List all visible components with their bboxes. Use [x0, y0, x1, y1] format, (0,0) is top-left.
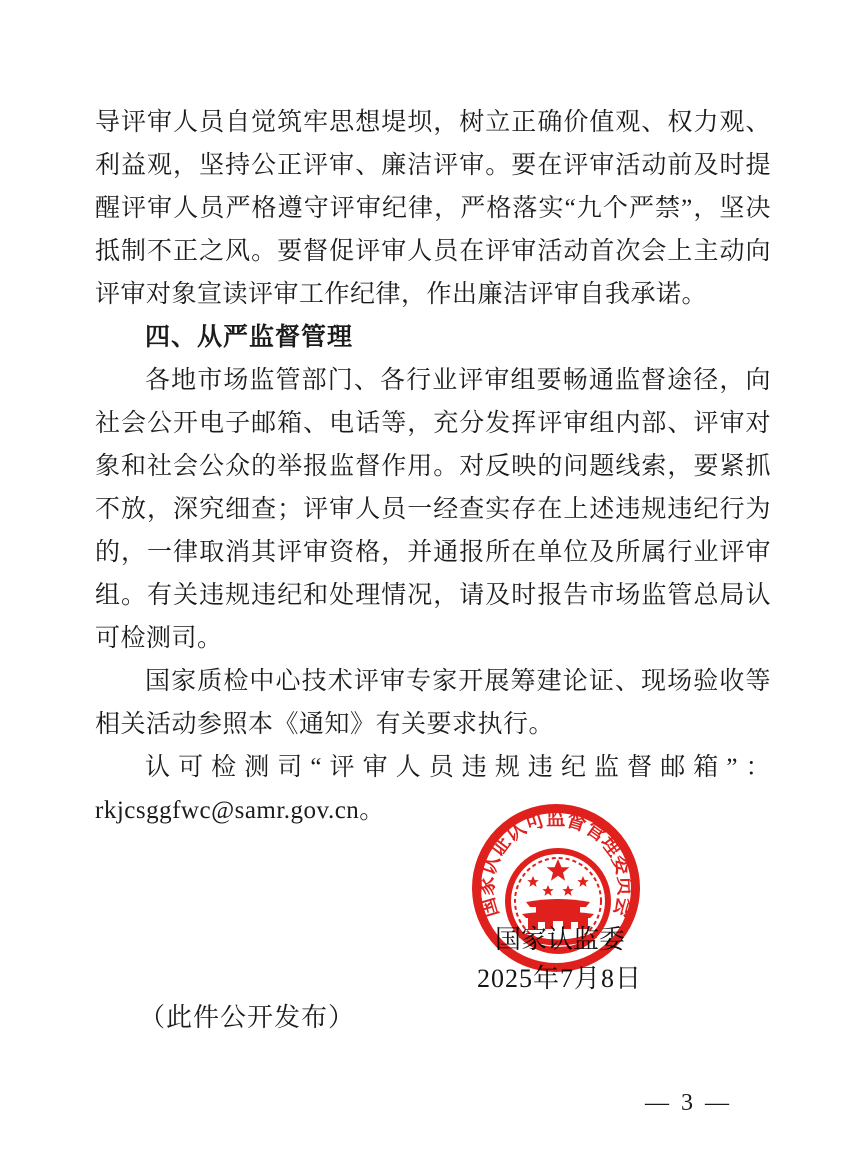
- colophon-note: （此件公开发布）: [139, 1003, 356, 1032]
- big-star-icon: [547, 859, 570, 881]
- small-star-icon: [577, 876, 588, 887]
- seal-date: 2025年7月8日: [477, 964, 643, 993]
- mailbox-label: 认可检测司“评审人员违规违纪监督邮箱”：: [145, 754, 771, 781]
- section-heading: 四、从严监督管理: [145, 323, 354, 351]
- paragraph-supervision: 各地市场监管部门、各行业评审组要畅通监督途径，向社会公开电子邮箱、电话等，充分发挥评审组内部、评审对象和社会公众的举报监督作用。对反映的问题线索，要紧抓不放，深究细查；评审人员一经查实存在上述违规违纪行为的，一律取消其评审资格，并通报所在单位及所属行业评审组。有关违规违纪和处理情况，请及时报告市场监管总局认可检测司。: [95, 367, 771, 652]
- document-body: [95, 101, 771, 832]
- small-star-icon: [542, 885, 553, 896]
- seal-overlay-text: 国家认监委: [495, 925, 626, 954]
- paragraph-mailbox: [95, 746, 771, 832]
- small-star-icon: [527, 876, 538, 887]
- paragraph-reference: 国家质检中心技术评审专家开展筹建论证、现场验收等相关活动参照本《通知》有关要求执行。: [95, 668, 771, 738]
- email-address: rkjcsggfwc@samr.gov.cn。: [95, 797, 385, 824]
- seal-ring-text: 国家认证认可监督管理委员会: [472, 804, 640, 923]
- small-star-icon: [562, 885, 573, 896]
- paragraph-continuation: 导评审人员自觉筑牢思想堤坝，树立正确价值观、权力观、利益观，坚持公正评审、廉洁评审。要在评审活动前及时提醒评审人员严格遵守评审纪律，严格落实“九个严禁”，坚决抵制不正之风。要督促评审人员在评审活动首次会上主动向评审对象宣读评审工作纪律，作出廉洁评审自我承诺。: [95, 109, 771, 308]
- page-number: — 3 —: [645, 1090, 732, 1116]
